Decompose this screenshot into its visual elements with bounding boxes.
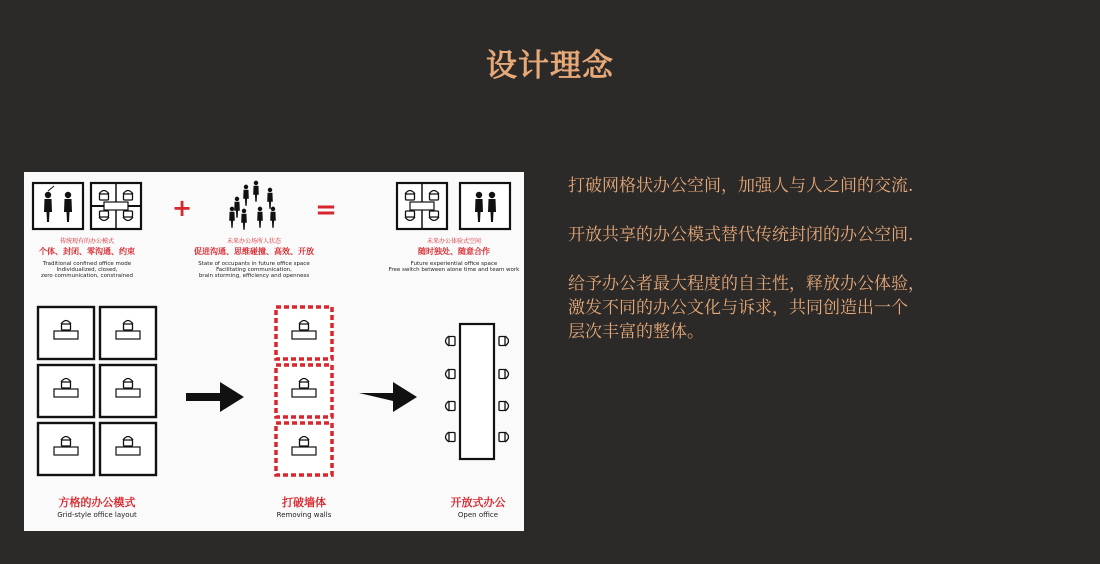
open-caption-en: Open office — [457, 511, 499, 519]
experience-en-1: Future experiential office space — [410, 261, 498, 267]
experience-icon-group — [397, 183, 510, 229]
arrow-right-icon — [186, 382, 244, 412]
experience-cn-sub: 随时独处、随意合作 — [418, 247, 490, 256]
open-office-layout — [446, 324, 509, 459]
paragraph-autonomy — [568, 272, 1028, 344]
equals-sign: = — [315, 195, 337, 225]
paragraph-open-sharing: 开放共享的办公模式替代传统封闭的办公空间. — [568, 225, 914, 245]
office-box-left — [33, 183, 83, 229]
concept-diagram — [24, 172, 524, 531]
traditional-cn-title: 传统现有的办公模式 — [59, 238, 115, 245]
crowd-icon-group — [229, 181, 276, 230]
future-cn-sub: 促进沟通、思维碰撞、高效、开放 — [194, 247, 314, 256]
paragraph-autonomy-line-2: 激发不同的办公文化与诉求，共同创造出一个 — [568, 298, 908, 318]
removing-walls-layout — [276, 307, 332, 475]
traditional-cn-sub: 个体、封闭、零沟通、约束 — [39, 247, 135, 256]
experience-cn-title: 未来办公体验式空间 — [426, 238, 482, 245]
future-cn-title: 未来办公场所人状态 — [226, 238, 282, 245]
remove-caption-en: Removing walls — [276, 511, 332, 519]
grid-office-layout — [38, 307, 156, 475]
traditional-en-1: Traditional confined office mode — [42, 261, 132, 267]
experience-en-2: Free switch between alone time and team work — [388, 267, 520, 273]
future-en-3: brain storming, efficiency and openness — [198, 273, 310, 279]
open-caption-cn: 开放式办公 — [450, 496, 506, 509]
paragraph-autonomy-line-3: 层次丰富的整体。 — [568, 322, 704, 342]
paragraph-break-grid: 打破网格状办公空间，加强人与人之间的交流. — [568, 176, 914, 196]
plus-sign: + — [171, 194, 193, 222]
future-en-2: Facilitating communication, — [216, 267, 292, 273]
page-title: 设计理念 — [486, 48, 614, 84]
remove-caption-cn: 打破墙体 — [282, 496, 326, 509]
grid-caption-cn: 方格的办公模式 — [58, 496, 136, 509]
grid-caption-en: Grid-style office layout — [57, 511, 137, 519]
traditional-icon-group — [33, 183, 141, 229]
traditional-en-2: Individualized, closed, — [56, 267, 118, 273]
arrow-right-icon — [359, 382, 417, 412]
traditional-en-3: zero communication, constrained — [41, 273, 133, 279]
paragraph-autonomy-line-1: 给予办公者最大程度的自主性，释放办公体验， — [568, 274, 925, 294]
future-en-1: State of occupants in future office space — [198, 261, 310, 267]
